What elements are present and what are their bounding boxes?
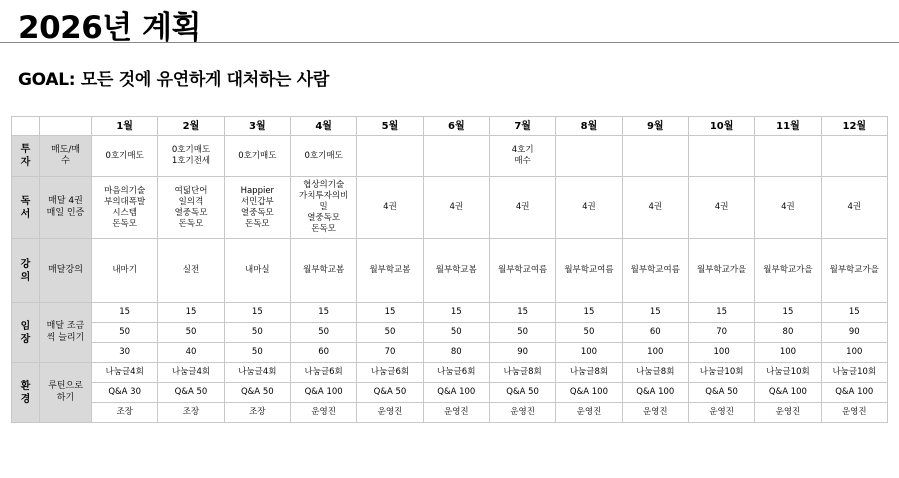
table-cell	[688, 363, 754, 383]
table-cell-text: 70	[384, 347, 396, 357]
table-cell-text: 내마실	[245, 265, 270, 275]
table-cell-text: 월부학교여름	[630, 265, 680, 275]
row-label-cell	[40, 363, 92, 423]
table-cell	[556, 383, 622, 403]
table-cell	[489, 303, 555, 323]
table-cell	[821, 383, 887, 403]
table-cell-text: 나눔글8회	[636, 367, 675, 377]
table-cell-text: 운영진	[311, 407, 336, 417]
table-cell-text: 운영진	[576, 407, 602, 417]
table-cell	[290, 323, 356, 343]
corner-cell	[12, 117, 40, 136]
table-cell	[755, 343, 821, 363]
table-cell	[622, 403, 688, 423]
table-cell	[92, 343, 158, 363]
table-cell	[224, 303, 290, 323]
table-cell-text: 15	[649, 307, 661, 317]
table-cell	[821, 323, 887, 343]
table-cell	[92, 403, 158, 423]
table-cell	[357, 343, 423, 363]
table-cell-text: 50	[251, 347, 263, 357]
lecture-row	[12, 239, 888, 303]
plan-table	[11, 116, 888, 423]
table-cell-text: 4권	[582, 202, 596, 212]
table-cell	[423, 136, 489, 177]
table-cell-text: 4권	[515, 202, 530, 212]
table-cell	[423, 239, 489, 303]
table-cell	[622, 323, 688, 343]
table-cell-text: 50	[119, 327, 131, 337]
table-cell-text: 50	[517, 327, 529, 337]
table-cell	[556, 177, 622, 239]
table-cell	[158, 403, 224, 423]
table-cell	[423, 403, 489, 423]
month-header: 7월	[489, 117, 555, 136]
table-cell	[290, 383, 356, 403]
table-cell-text: 월부학교가을	[763, 265, 813, 275]
table-cell	[290, 136, 356, 177]
category-cell	[12, 136, 40, 177]
table-cell	[357, 403, 423, 423]
category-cell-text: 강 의	[20, 258, 31, 283]
table-cell	[158, 239, 224, 303]
table-cell-text: Q&A 50	[506, 387, 539, 397]
row-label-cell-text: 매달강의	[48, 264, 83, 275]
category-cell	[12, 239, 40, 303]
table-cell	[224, 363, 290, 383]
table-cell-text: 운영진	[377, 407, 403, 417]
table-cell	[556, 323, 622, 343]
row-label-cell-text: 루틴으로 하기	[48, 381, 83, 403]
table-cell	[158, 323, 224, 343]
environment-row	[12, 383, 888, 403]
title-divider	[0, 42, 899, 43]
table-cell-text: 4권	[383, 202, 397, 212]
table-cell-text: 나눔글10회	[832, 367, 877, 377]
table-cell-text: 15	[782, 307, 794, 317]
table-cell	[423, 363, 489, 383]
table-cell-text: Q&A 100	[437, 387, 476, 397]
table-cell-text: 나눔글6회	[437, 367, 476, 377]
month-header: 1월	[92, 117, 158, 136]
imjang-row	[12, 343, 888, 363]
category-cell-text: 임 장	[20, 320, 31, 345]
table-cell	[489, 363, 555, 383]
table-cell-text: 월부학교가을	[696, 265, 747, 275]
table-cell-text: Q&A 100	[768, 387, 807, 397]
table-cell-text: 100	[779, 347, 797, 357]
table-cell	[357, 323, 423, 343]
table-cell	[821, 343, 887, 363]
table-cell-text: 4권	[714, 202, 729, 212]
table-cell-text: 나눔글4회	[238, 367, 277, 377]
table-cell	[688, 239, 754, 303]
table-cell-text: Q&A 50	[705, 387, 738, 397]
table-cell-text: 나눔글8회	[569, 367, 609, 377]
table-cell	[556, 303, 622, 323]
table-cell-text: 나눔글6회	[370, 367, 410, 377]
table-cell-text: 월부학교여름	[564, 265, 614, 275]
table-cell	[556, 136, 622, 177]
table-cell-text: 15	[517, 307, 529, 317]
table-cell-text: 0호기매도	[238, 150, 277, 161]
table-cell	[92, 177, 158, 239]
table-cell-text: 월부학교봄	[435, 265, 477, 275]
table-cell	[755, 383, 821, 403]
table-cell	[290, 239, 356, 303]
category-cell-text: 환 경	[20, 380, 31, 405]
table-cell	[423, 177, 489, 239]
table-cell-text: 4호기 매수	[511, 145, 534, 166]
table-cell-text: 여덟단어 일의격 열중독모 돈독모	[174, 185, 208, 229]
month-header: 10월	[688, 117, 754, 136]
category-cell	[12, 303, 40, 363]
table-cell-text: 운영진	[841, 407, 867, 417]
table-cell	[357, 363, 423, 383]
category-cell-text: 독 서	[20, 195, 31, 220]
month-header: 6월	[423, 117, 489, 136]
table-cell	[688, 323, 754, 343]
table-cell	[158, 343, 224, 363]
table-cell-text: 40	[185, 347, 197, 357]
table-cell	[158, 383, 224, 403]
table-cell-text: 15	[185, 307, 197, 317]
table-cell	[92, 383, 158, 403]
table-cell	[556, 363, 622, 383]
table-cell-text: 마음의기술 부의대폭발 시스템 돈독모	[104, 185, 146, 229]
environment-row	[12, 363, 888, 383]
table-cell	[755, 136, 821, 177]
imjang-row	[12, 323, 888, 343]
table-cell-text: 운영진	[642, 407, 668, 417]
table-cell	[821, 177, 887, 239]
table-cell-text: 나눔글10회	[766, 367, 810, 377]
table-cell	[688, 136, 754, 177]
table-cell-text: 70	[716, 327, 728, 337]
row-label-cell-text: 매달 조금 씩 늘리기	[46, 321, 85, 343]
table-cell-text: 운영진	[510, 407, 535, 417]
table-cell-text: 조장	[249, 407, 266, 417]
category-cell	[12, 363, 40, 423]
table-cell	[556, 239, 622, 303]
table-cell-text: Q&A 50	[240, 387, 274, 397]
table-cell	[688, 343, 754, 363]
month-header: 3월	[224, 117, 290, 136]
table-cell-text: 15	[583, 307, 595, 317]
month-header: 11월	[755, 117, 821, 136]
table-cell-text: 80	[450, 347, 462, 357]
table-cell-text: 조장	[116, 407, 133, 417]
table-cell-text: 내마기	[112, 265, 137, 275]
table-cell-text: 4권	[648, 202, 663, 212]
table-cell	[489, 403, 555, 423]
page-title: 2026년 계획	[18, 10, 201, 46]
table-cell	[755, 239, 821, 303]
table-cell-text: 15	[716, 307, 728, 317]
table-cell-text: 60	[649, 327, 661, 337]
table-cell	[158, 363, 224, 383]
table-cell-text: 15	[450, 307, 462, 317]
environment-row	[12, 403, 888, 423]
month-header: 2월	[158, 117, 224, 136]
table-cell-text: 월부학교가을	[829, 265, 879, 275]
table-cell	[423, 343, 489, 363]
table-cell	[423, 383, 489, 403]
table-cell	[224, 403, 290, 423]
table-cell	[755, 323, 821, 343]
table-cell	[224, 323, 290, 343]
invest-row	[12, 136, 888, 177]
table-cell	[290, 343, 356, 363]
category-cell	[12, 177, 40, 239]
table-cell	[755, 177, 821, 239]
table-cell-text: 90	[848, 327, 860, 337]
table-cell	[158, 303, 224, 323]
table-cell	[92, 323, 158, 343]
table-cell-text: 50	[251, 327, 263, 337]
table-cell	[224, 177, 290, 239]
table-cell-text: 60	[318, 347, 330, 357]
table-cell-text: Q&A 100	[569, 387, 608, 397]
category-cell-text: 투 자	[20, 144, 31, 168]
table-cell-text: 80	[782, 327, 794, 337]
table-cell	[92, 136, 158, 177]
table-cell	[622, 136, 688, 177]
table-cell-text: 실전	[182, 265, 200, 275]
table-cell	[489, 383, 555, 403]
table-cell-text: 15	[119, 307, 131, 317]
table-cell-text: Q&A 30	[108, 387, 141, 397]
table-cell-text: Q&A 100	[304, 387, 343, 397]
table-cell-text: 운영진	[709, 407, 734, 417]
month-header: 12월	[821, 117, 887, 136]
row-label-cell-text: 매달 4권 매일 인증	[46, 196, 85, 218]
table-cell	[357, 136, 423, 177]
table-cell	[357, 303, 423, 323]
table-cell	[622, 343, 688, 363]
table-cell-text: 4권	[847, 202, 862, 212]
imjang-row	[12, 303, 888, 323]
table-cell	[821, 303, 887, 323]
table-cell-text: 월부학교봄	[303, 265, 345, 275]
month-header: 8월	[556, 117, 622, 136]
table-cell	[423, 303, 489, 323]
table-cell	[821, 239, 887, 303]
table-cell	[224, 239, 290, 303]
table-cell-text: 나눔글8회	[503, 367, 542, 377]
row-label-cell	[40, 177, 92, 239]
table-cell-text: 0호기매도	[304, 150, 343, 161]
table-cell	[423, 323, 489, 343]
table-cell	[688, 383, 754, 403]
table-cell-text: 15	[848, 307, 860, 317]
table-cell	[357, 239, 423, 303]
table-cell	[556, 343, 622, 363]
table-cell-text: Q&A 50	[174, 387, 208, 397]
table-cell	[755, 303, 821, 323]
table-cell-text: Q&A 50	[373, 387, 407, 397]
goal-statement: GOAL: 모든 것에 유연하게 대처하는 사람	[18, 70, 330, 90]
table-cell-text: 나눔글10회	[699, 367, 744, 377]
table-cell	[622, 177, 688, 239]
corner-cell	[40, 117, 92, 136]
row-label-cell	[40, 303, 92, 363]
table-cell-text: 100	[846, 347, 863, 357]
table-cell-text: 나눔글4회	[171, 367, 211, 377]
table-cell-text: 50	[185, 327, 197, 337]
table-cell	[357, 177, 423, 239]
table-cell	[489, 136, 555, 177]
table-cell-text: 월부학교여름	[497, 265, 548, 275]
table-cell-text: 50	[318, 327, 330, 337]
table-cell	[489, 323, 555, 343]
table-cell	[489, 239, 555, 303]
row-label-cell	[40, 239, 92, 303]
table-cell-text: 나눔글6회	[304, 367, 343, 377]
row-label-cell	[40, 136, 92, 177]
month-header-row	[12, 117, 888, 136]
table-cell	[357, 383, 423, 403]
row-label-cell-text: 매도/매 수	[50, 144, 81, 166]
table-cell-text: Q&A 100	[835, 387, 874, 397]
table-cell	[92, 239, 158, 303]
month-header: 9월	[622, 117, 688, 136]
table-cell-text: 운영진	[443, 407, 469, 417]
table-cell	[688, 177, 754, 239]
reading-row	[12, 177, 888, 239]
table-cell	[622, 303, 688, 323]
table-cell	[290, 363, 356, 383]
table-cell	[158, 136, 224, 177]
table-cell-text: 0호기매도	[105, 150, 144, 161]
table-cell-text: 15	[318, 307, 330, 317]
table-cell-text: 50	[583, 327, 595, 337]
table-cell	[158, 177, 224, 239]
table-cell-text: 운영진	[775, 407, 801, 417]
table-cell-text: 30	[119, 347, 131, 357]
table-cell	[489, 177, 555, 239]
table-cell-text: 협상의기술 가치투자의비 밀 열중독모 돈독모	[299, 180, 349, 234]
table-cell-text: 0호기매도 1호기전세	[171, 145, 211, 166]
table-cell-text: 15	[251, 307, 263, 317]
table-cell-text: 100	[713, 347, 730, 357]
table-cell-text: 100	[580, 347, 598, 357]
table-cell-text: 90	[517, 347, 529, 357]
table-cell-text: 조장	[182, 407, 200, 417]
table-cell	[622, 383, 688, 403]
table-cell	[821, 136, 887, 177]
table-cell	[556, 403, 622, 423]
table-cell-text: 50	[450, 327, 462, 337]
table-cell-text: 4권	[781, 202, 795, 212]
table-cell	[821, 363, 887, 383]
table-cell-text: 100	[647, 347, 664, 357]
table-cell	[821, 403, 887, 423]
table-cell	[92, 303, 158, 323]
table-cell	[688, 403, 754, 423]
table-cell	[224, 383, 290, 403]
table-cell	[290, 177, 356, 239]
table-cell	[688, 303, 754, 323]
table-cell	[622, 239, 688, 303]
table-cell-text: 50	[384, 327, 396, 337]
table-cell-text: 4권	[449, 202, 464, 212]
table-cell	[290, 303, 356, 323]
table-cell	[290, 403, 356, 423]
table-cell	[224, 136, 290, 177]
table-cell-text: Happier 서민갑부 열중독모 돈독모	[240, 185, 275, 229]
table-cell-text: 나눔글4회	[105, 367, 144, 377]
table-cell	[92, 363, 158, 383]
table-cell-text: 15	[384, 307, 396, 317]
table-cell-text: Q&A 100	[636, 387, 675, 397]
month-header: 4월	[290, 117, 356, 136]
table-cell	[755, 363, 821, 383]
table-cell	[755, 403, 821, 423]
table-cell	[622, 363, 688, 383]
table-cell	[489, 343, 555, 363]
month-header: 5월	[357, 117, 423, 136]
table-cell-text: 월부학교봄	[369, 265, 411, 275]
table-cell	[224, 343, 290, 363]
